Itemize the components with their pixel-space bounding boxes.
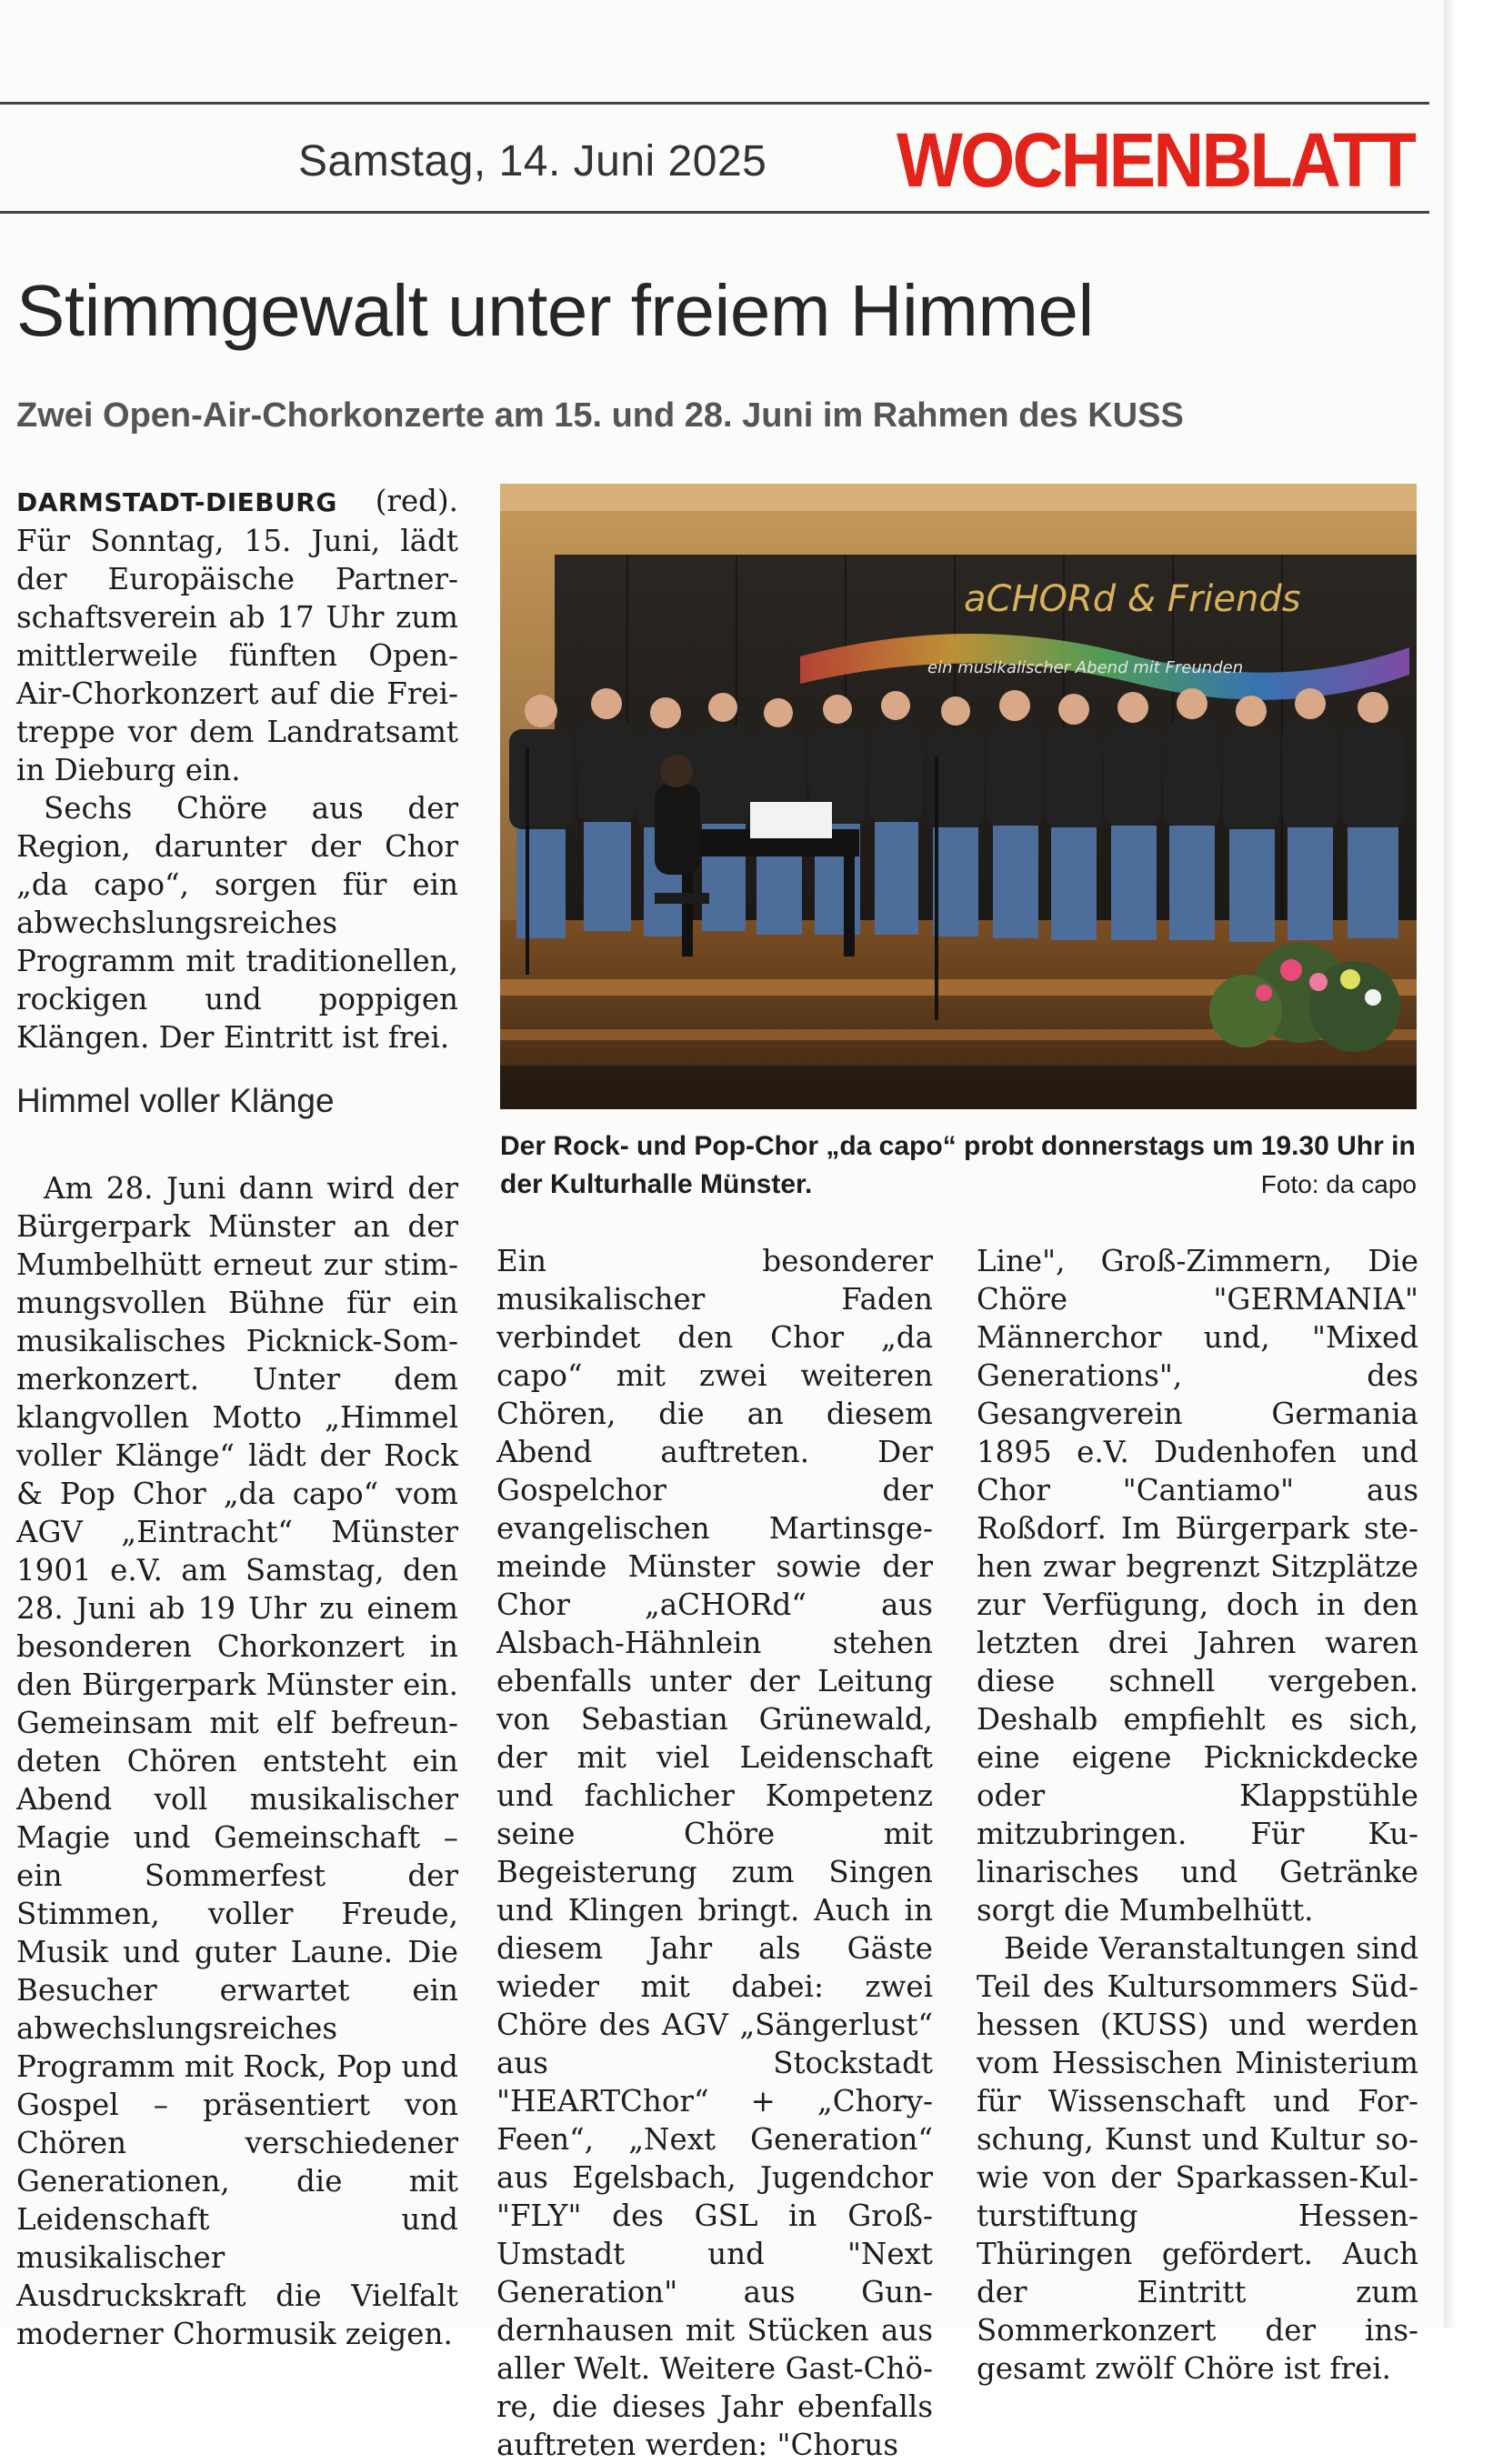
masthead-rule — [0, 211, 1429, 214]
article-headline: Stimmgewalt unter freiem Himmel — [16, 270, 1094, 351]
backdrop-banner-subtext: ein musikalischer Abend mit Freunden — [927, 658, 1244, 677]
column-3-text-2: Beide Veranstaltungen sind Teil des Kultursommers Südhessen (KUSS) und werden vom Hessischen Ministerium für Wissenschaft und Forschung, Kunst und Kultur sowie von der Sparkassen-Kulturstiftung Hessen-Thüringen gefördert. Auch der Eintritt zum Sommerkonzert der insgesamt zwölf Chöre ist frei. — [977, 1931, 1418, 2386]
article-subheadline: Zwei Open-Air-Chorkonzerte am 15. und 28. Juni im Rahmen des KUSS — [16, 396, 1184, 435]
intro-text: (red). Für Sonntag, 15. Juni, lädt der Europäische Partnerschaftsverein ab 17 Uhr zum mittlerweile fünften Open-Air-Chorkonzert auf die Freitreppe vor dem Landratsamt in Dieburg ein. — [16, 484, 458, 787]
photo-caption — [500, 1127, 1417, 1204]
body-column-3 — [977, 1242, 1418, 2388]
body-column-2 — [496, 1242, 933, 2464]
caption-text: Der Rock- und Pop-Chor „da capo“ probt donnerstags um 19.30 Uhr in der Kulturhalle Münster. — [500, 1131, 1416, 1199]
top-rule — [0, 102, 1429, 105]
page-edge-shadow — [1444, 0, 1457, 2328]
issue-date: Samstag, 14. Juni 2025 — [298, 137, 767, 185]
choir-photo-image — [500, 484, 1417, 1109]
backdrop-banner-text: aCHORd & Friends — [964, 578, 1301, 620]
photo-credit: Foto: da capo — [1260, 1170, 1417, 1198]
intro-paragraph — [16, 482, 458, 789]
column-2-text: Ein besonderer musikalischer Faden verbindet den Chor „da capo“ mit zwei weiteren Chören, die an diesem Abend auftreten. Der Gospelchor der evangelischen Martinsgemeinde Münster sowie der Chor „aCHORd“ aus Alsbach-Hähnlein stehen ebenfalls unter der Leitung von Sebastian Grünewald, der mit viel Leidenschaft und fachlicher Kompetenz seine Chöre mit Begeisterung zum Singen und Klingen bringt. Auch in diesem Jahr als Gäste wieder mit dabei: zwei Chöre des AGV „Sängerlust“ aus Stockstadt "HEARTChor“ + „Chory-Feen“, „Next Generation“ aus Egelsbach, Jugendchor "FLY" des GSL in Groß-Umstadt und "Next Generation" aus Gundernhausen mit Stücken aus aller Welt. Weitere Gast-Chöre, die dieses Jahr ebenfalls auftreten werden: "Chorus — [496, 1244, 933, 2462]
column-1-text: Am 28. Juni dann wird der Bürgerpark Münster an der Mumbelhütt erneut zur stimmungsvollen Bühne für ein musikalisches Picknick-Sommerkonzert. Unter dem klangvollen Motto „Himmel voller Klänge“ lädt der Rock & Pop Chor „da capo“ vom AGV „Eintracht“ Münster 1901 e.V. am Samstag, den 28. Juni ab 19 Uhr zu einem besonderen Chorkonzert in den Bürgerpark Münster ein. Gemeinsam mit elf befreundeten Chören entsteht ein Abend voll musikalischer Magie und Gemeinschaft – ein Sommerfest der Stimmen, voller Freude, Musik und guter Laune. Die Besucher erwartet ein abwechslungsreiches Programm mit Rock, Pop und Gospel – präsentiert von Chören verschiedener Generationen, die mit Leidenschaft und musikalischer Ausdruckskraft die Vielfalt moderner Chormusik zeigen. — [16, 1171, 458, 2351]
newspaper-masthead: WOCHENBLATT — [897, 117, 1415, 203]
intro-column — [16, 482, 458, 1057]
column-3-text: Line", Groß-Zimmern, Die Chöre "GERMANIA" Männerchor und, "Mixed Generations", des Gesangverein Germania 1895 e.V. Dudenhofen und Chor "Cantiamo" aus Roßdorf. Im Bürgerpark stehen zwar begrenzt Sitzplätze zur Verfügung, doch in den letzten drei Jahren waren diese schnell vergeben. Deshalb empfiehlt es sich, eine eigene Picknickdecke oder Klappstühle mitzubringen. Für Kulinarisches und Getränke sorgt die Mumbelhütt. — [977, 1244, 1418, 1928]
dateline: DARMSTADT-DIEBURG — [16, 487, 337, 517]
body-column-1 — [16, 1169, 458, 2353]
choir-photo — [500, 484, 1417, 1109]
section-heading: Himmel voller Klänge — [16, 1082, 335, 1119]
intro-paragraph-2: Sechs Chöre aus der Region, darunter der Chor „da capo“, sorgen für ein abwechslungsreiches Programm mit traditionellen, rockigen und poppigen Klängen. Der Eintritt ist frei. — [16, 791, 458, 1055]
